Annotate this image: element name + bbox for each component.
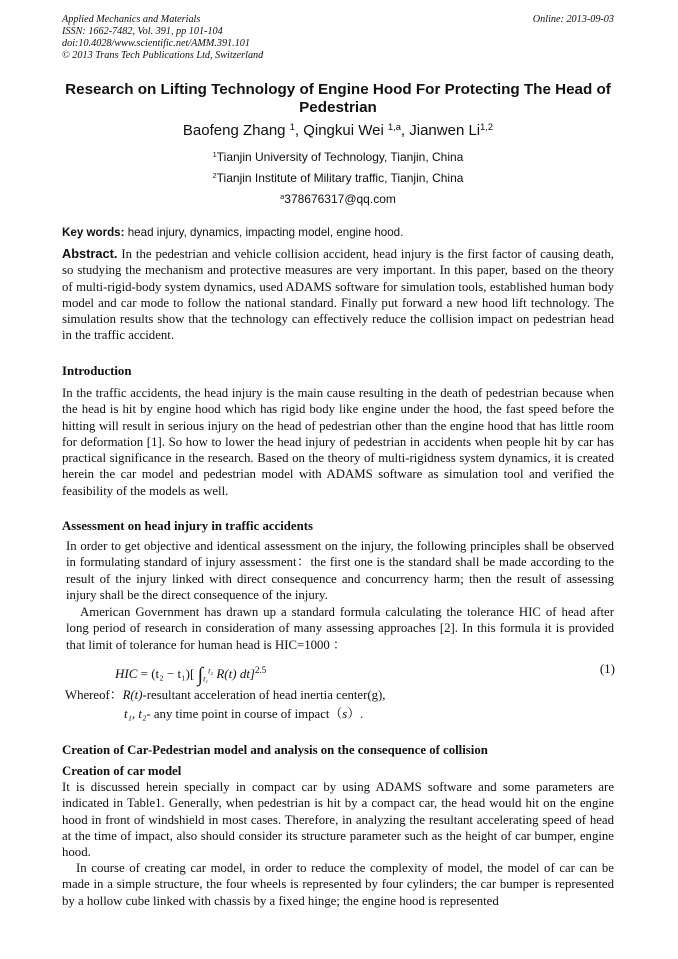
equation-whereof-r xyxy=(65,687,385,703)
integral-sign: ∫ xyxy=(197,664,204,686)
subsection-heading-car-model: Creation of car model xyxy=(62,764,182,778)
keywords-text: head injury, dynamics, impacting model, engine hood. xyxy=(127,226,404,239)
assessment-paragraph-2: American Government has drawn up a standard formula calculating the tolerance HIC of head after long period of research in consideration of many assessing approaches [2]. In this formula it is provided that limit of tolerance for human head is HIC=1000 ： xyxy=(66,605,614,652)
variable-r: R(t) xyxy=(122,688,143,702)
author-affil-mark: 1,a xyxy=(387,121,401,132)
keywords-label: Key words: xyxy=(62,226,125,239)
equation-rhs: = (t₂ − t₁)[ xyxy=(140,666,195,681)
creation-paragraph-1: It is discussed herein specially in compact car by using ADAMS software and some parameters are indicated in Table1. Generally, when pedestrian is hit by a compact car, the head would hit on the engine hood in front of windshield in most cases. Therefore, in analyzing the resultant accelerating speed of head at the time of impact, also should consider its structure parameter such as the height of car bumper, engine hood. xyxy=(62,780,614,860)
author-email xyxy=(62,192,614,206)
affiliation-text: Tianjin University of Technology, Tianjin, China xyxy=(216,150,464,164)
issn-line: ISSN: 1662-7482, Vol. 391, pp 101-104 xyxy=(62,26,223,37)
affiliation-mark: 1 xyxy=(212,149,217,159)
assessment-paragraph-1: In order to get objective and identical assessment on the injury, the following principles shall be observed in formulating standard of injury assessment：the first one is the standard shall be made according to the result of the injury linked with direct consequence and concurrency harm; then the result of assessing injury shall be the direct consequence of the injury. xyxy=(66,539,614,602)
section-heading-introduction: Introduction xyxy=(62,364,132,378)
variable-t-close: ）. xyxy=(347,707,364,721)
equation-whereof-t xyxy=(124,706,363,722)
keywords xyxy=(62,226,614,240)
email-text[interactable]: 378676317@qq.com xyxy=(284,192,396,206)
author-affil-mark: 1 xyxy=(289,121,295,132)
abstract-label: Abstract. xyxy=(62,246,118,261)
affiliation-2 xyxy=(62,171,614,185)
hic-equation xyxy=(115,657,615,685)
unit-s: s xyxy=(342,707,348,721)
copyright-line: © 2013 Trans Tech Publications Ltd, Switzerland xyxy=(62,50,264,61)
affiliation-mark: a xyxy=(280,191,285,201)
equation-lhs: HIC xyxy=(115,666,138,681)
abstract xyxy=(62,246,614,344)
integral-upper-limit: t₂ xyxy=(208,666,214,676)
introduction-paragraph: In the traffic accidents, the head injury is the main cause resulting in the death of pedestrian because when the head is hit by engine hood which has rigid body like engine under the hood, the fast speed before the hitting will result in serious injury on the head of pedestrian other than the engine hood that has little room for deformation [1]. So how to lower the head injury of pedestrian in accidents when people hit by car has practical significance in the research. Based on the theory of multi-rigidness system dynamics, it is created herein the car model and pedestrian model with ADAMS software as simulation tool and verified the feasibility of the models as well. xyxy=(62,386,614,498)
whereof-label: Whereof： xyxy=(65,688,123,702)
author-list: Baofeng Zhang $^1$, Qingkui Wei $^{1,a}$, Jianwen Li$^{1,2}$ xyxy=(182,121,494,139)
affiliation-1 xyxy=(62,150,614,164)
author-affil-mark: 1,2 xyxy=(480,121,494,132)
creation-paragraph-2: In course of creating car model, in order to reduce the complexity of model, the model of car can be made in a simple structure, the four wheels is represented by four cylinders; the car bumper is represented by a hollow cube linked with chassis by a fixed hinge; the engine hood is represented xyxy=(62,861,614,908)
online-date: Online: 2013-09-03 xyxy=(532,14,614,25)
equation-number: (1) xyxy=(599,661,615,676)
section-heading-creation: Creation of Car-Pedestrian model and analysis on the consequence of collision xyxy=(62,743,488,757)
affiliation-mark: 2 xyxy=(212,170,217,180)
author-name: Qingkui Wei xyxy=(303,122,384,139)
variable-t: t₁, t₂ xyxy=(124,707,147,721)
section-heading-assessment: Assessment on head injury in traffic accidents xyxy=(62,519,313,533)
variable-r-description: -resultant acceleration of head inertia center(g), xyxy=(142,688,386,702)
doi-line[interactable]: doi:10.4028/www.scientific.net/AMM.391.101 xyxy=(62,38,250,49)
publication-header xyxy=(62,14,614,62)
equation-formula xyxy=(115,661,266,684)
equation-integrand: R(t) dt] xyxy=(216,666,255,681)
abstract-text: In the pedestrian and vehicle collision accident, head injury is the first factor of causing death, so studying the mechanism and protective measures are very important. In this paper, based on the theory of multi-rigid-body system dynamics, used ADAMS software for simulation tools, established human body model and car mode to follow the national standard. Finally put forward a new hood lift technology. The simulation results show that the technology can effectively reduce the collision impact on pedestrian head in the traffic accident. xyxy=(62,247,615,343)
journal-name: Applied Mechanics and Materials xyxy=(62,14,201,25)
paper-title: Research on Lifting Technology of Engine Hood For Protecting The Head of Pedestrian xyxy=(65,81,611,116)
author-name: Jianwen Li xyxy=(409,122,481,139)
affiliation-text: Tianjin Institute of Military traffic, Tianjin, China xyxy=(216,171,464,185)
variable-t-description: - any time point in course of impact（ xyxy=(146,707,343,721)
integral-lower-limit: t₁ xyxy=(203,674,209,684)
author-name: Baofeng Zhang xyxy=(182,122,286,139)
equation-exponent: 2.5 xyxy=(255,665,267,676)
